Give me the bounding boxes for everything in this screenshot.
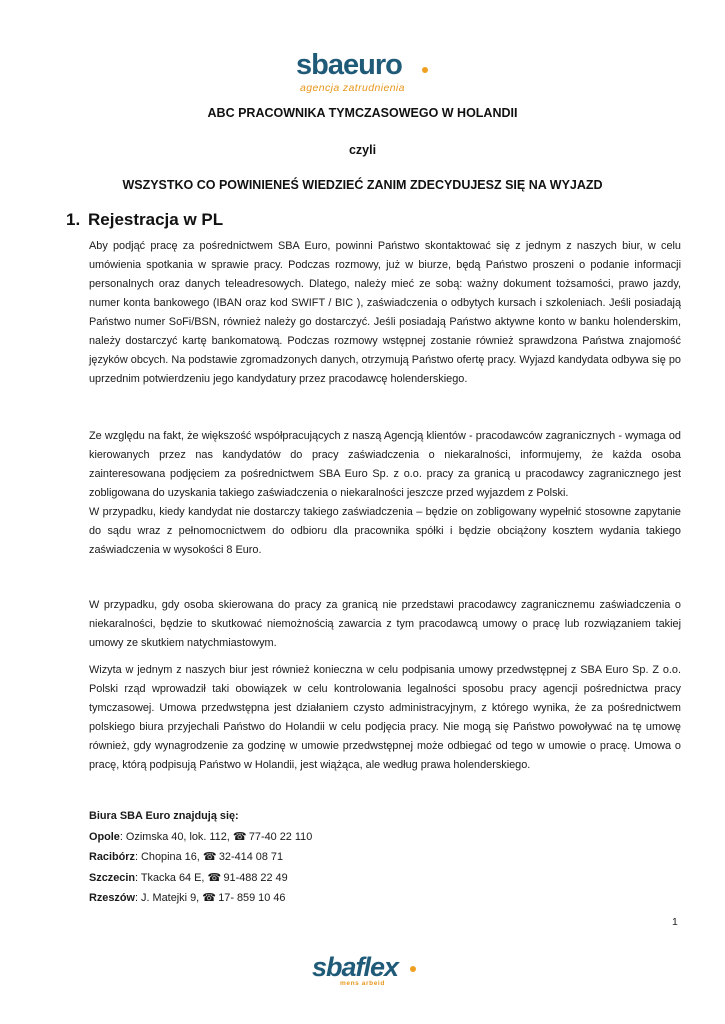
paragraph-registration bbox=[89, 237, 681, 389]
office-phone: 32-414 08 71 bbox=[215, 851, 284, 863]
phone-icon: ☎ bbox=[207, 870, 222, 884]
logo-tagline: mens arbeid bbox=[340, 980, 385, 987]
office-item bbox=[89, 888, 312, 909]
document-subtitle-connector: czyli bbox=[348, 143, 377, 157]
office-phone: 91-488 22 49 bbox=[220, 871, 288, 884]
office-city: Opole bbox=[89, 830, 120, 843]
document-subtitle: WSZYSTKO CO POWINIENEŚ WIEDZIEĆ ZANIM ZDECYDUJESZ SIĘ NA WYJAZD bbox=[122, 178, 603, 192]
office-item bbox=[89, 847, 312, 868]
section-number: 1. bbox=[66, 210, 81, 229]
logo-wordmark: sbaflex bbox=[312, 952, 399, 982]
logo-wordmark: sbaeuro bbox=[296, 49, 402, 81]
paragraph-consequences bbox=[89, 596, 681, 653]
office-address: : Tkacka 64 E, bbox=[135, 871, 208, 884]
section-heading bbox=[66, 210, 223, 230]
paragraph-text: Ze względu na fakt, że większość współpracujących z naszą Agencją klientów - pracodawców zagranicznych - wymaga od kierowanych przez nas kandydatów do pracy zaświadczenia o niekaralności, informujemy, że każda osoba zainteresowana podjęciem za pośrednictwem SBA Euro Sp. z o.o. pracy za granicą u pracodawcy zagranicznego jest zobligowana do uzyskania takiego zaświadczenia o niekaralności jeszcze przed wyjazdem z Polski. bbox=[89, 430, 681, 499]
page-number: 1 bbox=[672, 916, 678, 928]
office-phone: 77-40 22 110 bbox=[245, 830, 313, 843]
paragraph-text: Aby podjąć pracę za pośrednictwem SBA Euro, powinni Państwo skontaktować się z jednym z naszych biur, w celu umówienia spotkania w sprawie pracy. Podczas rozmowy, już w biurze, będą Państwo proszeni o podanie informacji personalnych oraz danych teleadresowych. Dlatego, należy mieć ze sobą: ważny dokument tożsamości, prawo jazdy, numer konta bankowego (IBAN oraz kod SWIFT / BIC ), zaświadczenia o odbytych kursach i szkoleniach. Jeśli posiadają Państwo numer SoFi/BSN, również należy go dostarczyć. Jeśli posiadają Państwo aktywne konto w banku holenderskim, należy dostarczyć kartę bankomatową. Podczas rozmowy wstępnej zostanie również sprawdzona Państwa znajomość języków obcych. Na podstawie zgromadzonych danych, otrzymują Państwo ofertę pracy. Wyjazd kandydata odbywa się po uprzednim potwierdzeniu jego kandydatury przez pracodawcę holenderskiego. bbox=[89, 240, 681, 385]
office-city: Szczecin bbox=[89, 871, 136, 884]
paragraph-preliminary-contract bbox=[89, 661, 681, 775]
office-phone: 17- 859 10 46 bbox=[215, 892, 286, 904]
phone-icon: ☎ bbox=[202, 850, 217, 863]
logo-dot-icon bbox=[422, 67, 428, 73]
office-address: : Ozimska 40, lok. 112, bbox=[119, 830, 233, 843]
office-item bbox=[89, 827, 312, 848]
office-city: Rzeszów bbox=[89, 892, 135, 904]
office-list bbox=[89, 806, 312, 909]
logo-tagline: agencja zatrudnienia bbox=[300, 82, 405, 94]
document-title: ABC PRACOWNIKA TYMCZASOWEGO W HOLANDII bbox=[207, 106, 518, 120]
paragraph-text: W przypadku, kiedy kandydat nie dostarczy takiego zaświadczenia – będzie on zobligowany wypełnić stosowne zapytanie do sądu wraz z pełnomocnictwem do odbioru dla pracownika spółki i będzie obciążony kosztem wydania takiego zaświadczenia w wysokości 8 Euro. bbox=[89, 506, 681, 556]
paragraph-text: W przypadku, gdy osoba skierowana do pracy za granicą nie przedstawi pracodawcy zagranicznemu zaświadczenia o niekaralności, będzie to skutkować niemożnością zawarcia z tym pracodawcą umowy o pracę lub rozwiązaniem takiej umowy ze skutkiem natychmiastowym. bbox=[89, 599, 681, 649]
paragraph-criminal-record bbox=[89, 427, 681, 560]
paragraph-text: Wizyta w jednym z naszych biur jest również konieczna w celu podpisania umowy przedwstępnej z SBA Euro Sp. Z o.o. Polski rząd wprowadził taki obowiązek w celu kontrolowania legalności sposobu pracy agencji pośrednictwa pracy tymczasowej. Umowa przedwstępna jest działaniem czysto administracyjnym, z którego wynika, że za pośrednictwem polskiego biura przyjechali Państwo do Holandii w celu podjęcia pracy. Nie mogą się Państwo powoływać na tę umowę również, gdy wynagrodzenie za godzinę w umowie przedwstępnej może odbiegać od tego w umowie o pracę. Umowa o pracę, którą podpisują Państwo w Holandii, jest wiążąca, ale według prawa holenderskiego. bbox=[89, 664, 681, 771]
office-address: : J. Matejki 9, bbox=[135, 892, 203, 904]
office-item bbox=[89, 868, 312, 889]
office-address: : Chopina 16, bbox=[135, 851, 203, 863]
office-list-heading: Biura SBA Euro znajdują się: bbox=[89, 810, 239, 822]
logo-dot-icon bbox=[410, 966, 416, 972]
phone-icon: ☎ bbox=[202, 891, 216, 904]
phone-icon: ☎ bbox=[232, 829, 247, 843]
office-city: Racibórz bbox=[89, 851, 135, 863]
section-title: Rejestracja w PL bbox=[88, 210, 224, 229]
sbaeuro-logo bbox=[296, 50, 436, 96]
sbaflex-logo bbox=[312, 953, 422, 993]
